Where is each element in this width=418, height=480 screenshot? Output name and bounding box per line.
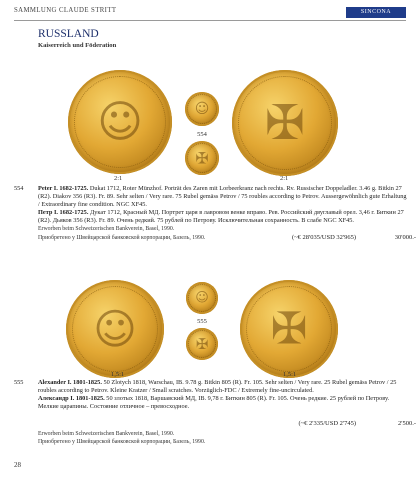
coin-555-obverse-image <box>66 280 164 378</box>
lot-555-image-label: 555 <box>197 318 207 325</box>
lot-number: 555 <box>14 379 24 386</box>
brand-logo: SINCONA <box>346 7 406 18</box>
ruler-title-russian: Петр I. 1682-1725. <box>38 209 89 217</box>
description-german <box>38 185 408 209</box>
eagle-icon: ✠ <box>270 303 308 355</box>
estimate-554: (~€ 28'035/USD 32'965) <box>292 234 356 241</box>
coin-555-obverse-small-image <box>186 282 218 314</box>
description-russian <box>38 395 408 411</box>
eagle-icon: ✠ <box>195 148 209 168</box>
coin-554-obverse-image <box>68 70 172 174</box>
description-german-body: 50 Zlotych 1818, Warschau, IB. 9.78 g. Bitkin 805 (R). Fr. 105. Sehr selten / Very rare. 25 Rubel gemäss Petrov / 25 roubles according to Petrov. Kleine Kratzer / Small scratches. Vorzüglich-FDC / Extremely fine-uncirculated. <box>38 379 397 395</box>
lot-description <box>38 379 408 411</box>
description-german <box>38 379 408 395</box>
ruler-title-german: Alexander I. 1801-1825. <box>38 379 102 386</box>
provenance-russian: Приобретено у Швейцарской банковской корпорации, Базель, 1990. <box>38 234 206 241</box>
provenance-german: Erworben beim Schweizerischen Bankverein, Basel, 1990. <box>38 226 175 233</box>
portrait-icon: ☺ <box>97 96 143 148</box>
scale-label-right: 2:1 <box>280 175 289 182</box>
portrait-icon: ☺ <box>194 101 210 117</box>
page-number: 28 <box>14 461 21 469</box>
coin-555-reverse-image <box>240 280 338 378</box>
coin-554-reverse-small-image <box>185 141 219 175</box>
scale-label-left: 2:1 <box>114 175 123 182</box>
section-heading: Kaiserreich und Föderation <box>38 42 117 49</box>
collection-title: SAMMLUNG CLAUDE STRITT <box>14 7 117 14</box>
coin-554-obverse-small-image <box>185 92 219 126</box>
description-russian-body: 50 злотых 1818, Варшавский МД, IB. 9,78 г. Биткин 805 (R). Fr. 105. Очень редкие. 25 рублей по Петрову. Мелкие царапины. Состояние отличное – превосходное. <box>38 395 390 411</box>
provenance-german: Erworben beim Schweizerischen Bankverein, Basel, 1990. <box>38 431 175 437</box>
estimate-555: (~€ 2'335/USD 2'745) <box>298 420 356 427</box>
lot-number: 554 <box>14 185 24 192</box>
price-554: 30'000.- <box>394 234 416 241</box>
scale-label-left: 1,5:1 <box>111 371 125 378</box>
description-german-body: Dukat 1712, Roter Münzhof. Porträt des Zaren mit Lorbeerkranz nach rechts. Rv. Russischer Doppeladler. 3.46 g. Bitkin 27 (R2). Diakov 356 (R3). Fr. 89. Sehr selten / Very rare. 75 Rubel gemäss Petrov / 75 roubles according to Petrov. Aussergewöhnlich gute Erhaltung / Extraordinary fine condition. NGC XF45. <box>38 185 407 209</box>
ruler-title-russian: Александр I. 1801-1825. <box>38 395 105 403</box>
page-header <box>14 6 406 21</box>
price-555: 2'500.- <box>398 420 416 427</box>
coin-555-reverse-small-image <box>186 328 218 360</box>
coin-554-reverse-image <box>232 70 338 176</box>
description-russian <box>38 209 408 225</box>
eagle-icon: ✠ <box>264 95 306 151</box>
portrait-icon: ☺ <box>93 304 137 354</box>
eagle-icon: ✠ <box>195 335 209 353</box>
ruler-title-german: Peter I. 1682-1725. <box>38 185 89 192</box>
portrait-icon: ☺ <box>195 290 209 306</box>
description-russian-body: Дукат 1712, Красный МД. Портрет царя в лавровом венке вправо. Рев. Российский двуглавый орел. 3,46 г. Биткин 27 (R2). Дьяков 356 (R3). Fr. 89. Очень редкий. 75 рублей по Петрову. Исключительная сохранность. В слабе NGC XF45. <box>38 209 404 225</box>
country-heading: RUSSLAND <box>38 28 99 40</box>
scale-label-right: 1,5:1 <box>283 371 297 378</box>
provenance-russian: Приобретено у Швейцарской банковской корпорации, Базель, 1990. <box>38 439 206 446</box>
lot-554-image-label: 554 <box>197 131 207 138</box>
